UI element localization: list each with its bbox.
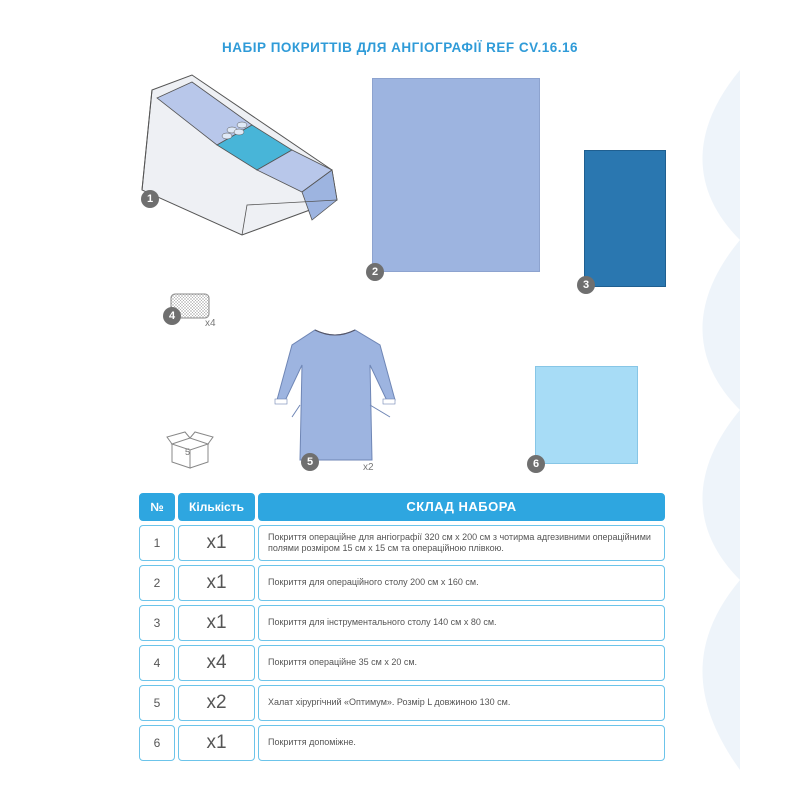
header-contents: СКЛАД НАБОРА [258, 493, 665, 521]
quantity-label: x4 [205, 318, 216, 329]
row-description: Халат хірургічний «Оптимум». Розмір L довжиною 130 см. [258, 685, 665, 721]
page-title: НАБІР ПОКРИТТІВ ДЛЯ АНГІОГРАФІЇ REF CV.16.16 [222, 40, 578, 55]
box-count: 5 [185, 447, 191, 457]
row-number: 5 [139, 685, 175, 721]
row-number: 2 [139, 565, 175, 601]
row-number: 3 [139, 605, 175, 641]
item-number-badge: 3 [577, 276, 595, 294]
row-description: Покриття допоміжне. [258, 725, 665, 761]
row-description: Покриття операційне 35 см х 20 см. [258, 645, 665, 681]
quantity-label: x2 [363, 462, 374, 473]
row-number: 4 [139, 645, 175, 681]
row-quantity: x1 [178, 565, 255, 601]
item-number-badge: 5 [301, 453, 319, 471]
surgical-gown-illustration [270, 325, 400, 465]
contents-table [139, 493, 665, 765]
table-row [139, 605, 665, 641]
table-row [139, 645, 665, 681]
table-header-row [139, 493, 665, 521]
row-quantity: x1 [178, 605, 255, 641]
item-number-badge: 6 [527, 455, 545, 473]
instrument-table-cover [584, 150, 666, 287]
row-quantity: x4 [178, 645, 255, 681]
background-wave [680, 70, 740, 770]
item-number-badge: 1 [141, 190, 159, 208]
row-quantity: x1 [178, 725, 255, 761]
table-row [139, 565, 665, 601]
row-description: Покриття для інструментального столу 140 см х 80 см. [258, 605, 665, 641]
item-number-badge: 4 [163, 307, 181, 325]
row-number: 6 [139, 725, 175, 761]
row-quantity: x2 [178, 685, 255, 721]
auxiliary-cover [535, 366, 638, 464]
row-description: Покриття для операційного столу 200 см х 160 см. [258, 565, 665, 601]
angiography-drape-illustration [132, 70, 342, 240]
item-number-badge: 2 [366, 263, 384, 281]
operating-table-cover [372, 78, 540, 272]
row-quantity: x1 [178, 525, 255, 561]
row-description: Покриття операційне для ангіографії 320 см х 200 см з чотирма адгезивними операційними полями розміром 15 см х 15 см та операційною плівкою. [258, 525, 665, 561]
table-row [139, 685, 665, 721]
header-number: № [139, 493, 175, 521]
table-row [139, 525, 665, 561]
row-number: 1 [139, 525, 175, 561]
header-quantity: Кількість [178, 493, 255, 521]
table-row [139, 725, 665, 761]
